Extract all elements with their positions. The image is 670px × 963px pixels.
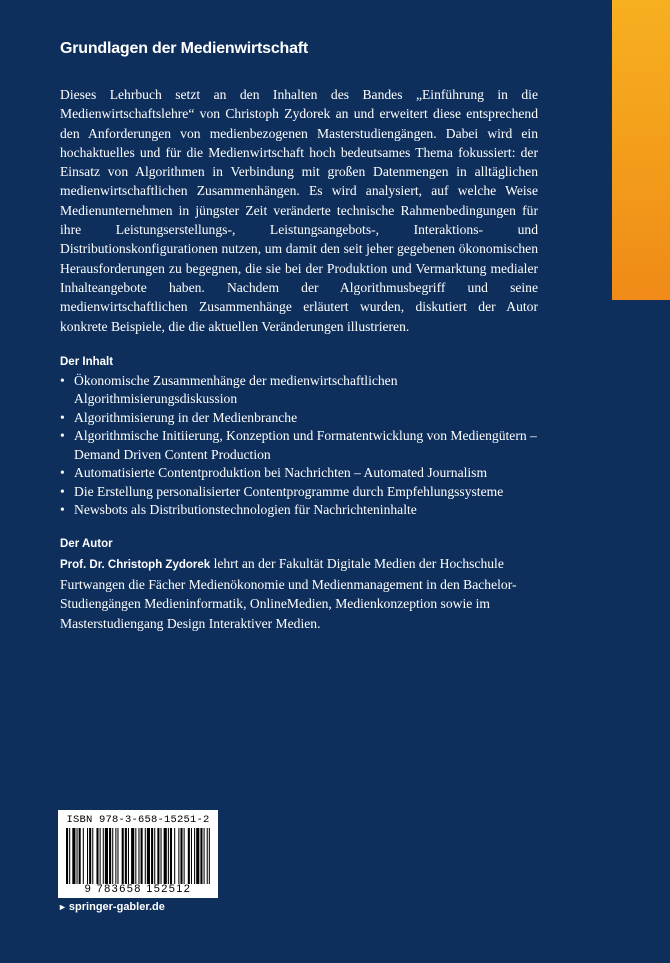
ean-number: 9 783658 152512 [84, 883, 192, 895]
back-cover-content [60, 40, 538, 633]
contents-list [60, 372, 538, 520]
isbn-barcode [58, 810, 218, 898]
book-title: Grundlagen der Medienwirtschaft [60, 40, 309, 57]
arrow-right-icon: ► [58, 902, 67, 912]
barcode-bars [66, 828, 212, 884]
list-item: • Die Erstellung personalisierter Contentprogramme durch Empfehlungssysteme [60, 483, 538, 502]
bullet-icon: • [60, 409, 65, 425]
bullet-icon: • [60, 483, 65, 499]
author-heading: Der Autor [60, 537, 113, 550]
website-url: springer-gabler.de [68, 901, 165, 913]
list-item: • Ökonomische Zusammenhänge der medienwirtschaftlichen Algorithmisierungsdiskussion [60, 372, 398, 407]
list-item: • Algorithmisierung in der Medienbranche [60, 409, 538, 428]
description-paragraph: Dieses Lehrbuch setzt an den Inhalten des Bandes „Einführung in die Medienwirtschaftslehre“ von Christoph Zydorek an und erweitert diese entsprechend den Anforderungen von medienbezogenen Masterstudiengängen. Dabei wird ein hochaktuelles und für die Medienwirtschaft hoch bedeutsames Thema fokussiert: der Einsatz von Algorithmen in Verbindung mit großen Datenmengen in alltäglichen medienwirtschaftlichen Zusammenhängen. Es wird analysiert, auf welche Weise Medienunternehmen in jüngster Zeit veränderte technische Rahmenbedingungen für ihre Leistungserstellungs-, Leistungsangebots-, Interaktions- und Distributionskonfigurationen nutzen, um damit den seit jeher gegebenen ökonomischen Herausforderungen zu begegnen, die sie bei der Produktion und Vermarktung medialer Inhalteangebote haben. Nachdem der Algorithmusbegriff und seine medienwirtschaftlichen Zusammenhänge erläutert wurden, diskutiert der Autor konkrete Beispiele, die die aktuellen Veränderungen illustrieren. [60, 87, 538, 334]
author-name: Prof. Dr. Christoph Zydorek [60, 558, 211, 571]
contents-heading: Der Inhalt [60, 355, 114, 368]
bullet-icon: • [60, 502, 65, 518]
list-item: • Algorithmische Initiierung, Konzeption und Formatentwicklung von Mediengütern – Demand Driven Content Production [60, 428, 537, 462]
bullet-icon: • [60, 465, 65, 481]
isbn-number: ISBN 978-3-658-15251-2 [66, 814, 210, 826]
bullet-icon: • [60, 428, 65, 444]
accent-stripe [612, 0, 670, 300]
bullet-icon: • [60, 372, 65, 388]
publisher-link[interactable] [58, 901, 165, 913]
author-bio [60, 554, 538, 633]
author-bio-text: lehrt an der Fakultät Digitale Medien der Hochschule Furtwangen die Fächer Medienökonomie und Medienmanagement in den Bachelor-Studiengängen Medieninformatik, OnlineMedien, Medienkonzeption sowie im Masterstudiengang Design Interaktiver Medien. [60, 555, 517, 631]
list-item: • Automatisierte Contentproduktion bei Nachrichten – Automated Journalism [60, 464, 538, 483]
list-item: • Newsbots als Distributionstechnologien für Nachrichteninhalte [60, 501, 538, 520]
